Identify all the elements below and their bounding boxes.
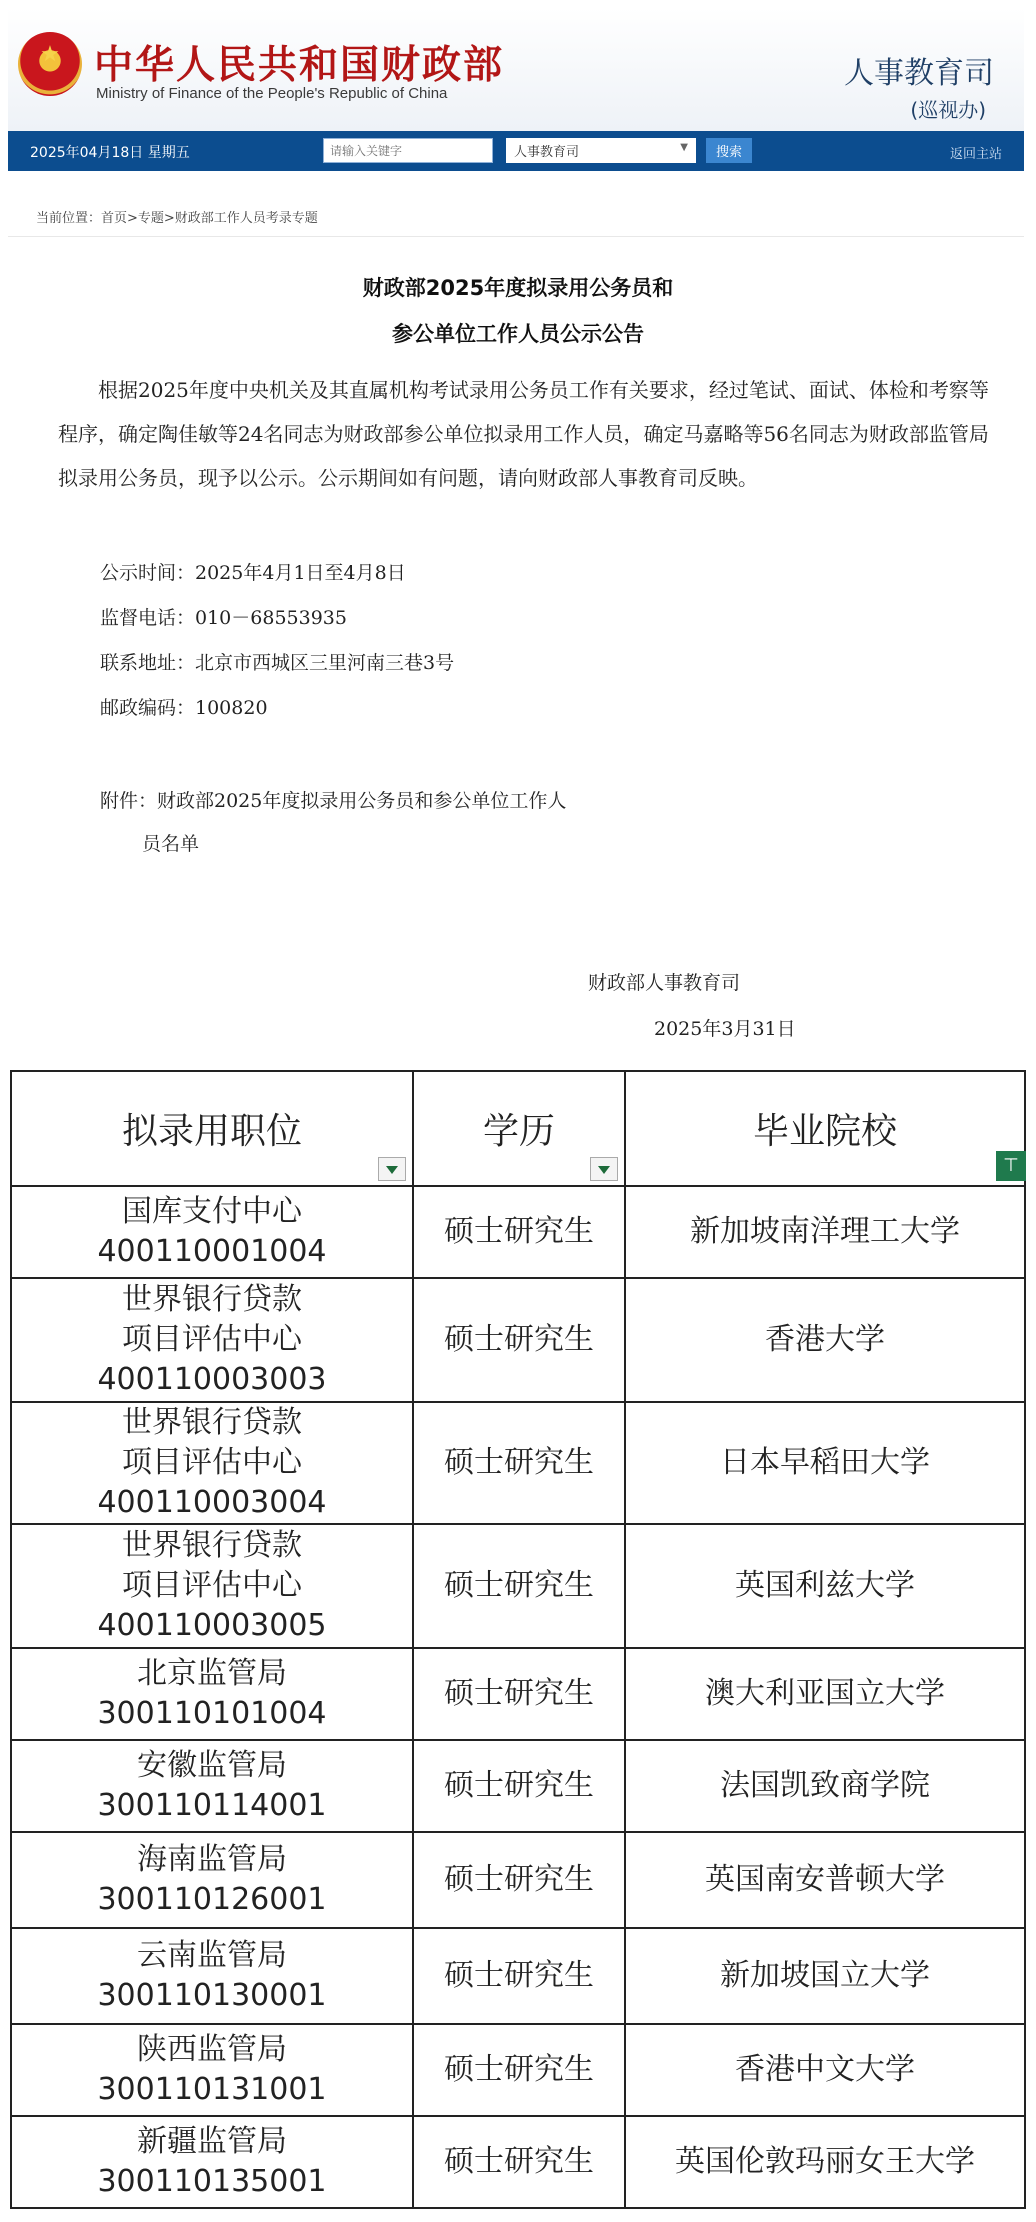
department-sub: (巡视办) (910, 98, 986, 122)
degree-cell: 硕士研究生 (413, 1524, 625, 1648)
table-row (11, 1928, 1025, 2024)
search-input[interactable] (323, 138, 493, 163)
position-name: 新疆监管局 (137, 2124, 287, 2159)
filter-active-icon[interactable]: ⊤ (996, 1151, 1026, 1181)
position-name: 世界银行贷款项目评估中心 (122, 1405, 302, 1480)
national-emblem-icon[interactable]: ★ (18, 32, 82, 96)
school-cell: 英国伦敦玛丽女王大学 (625, 2116, 1025, 2208)
school-cell: 英国南安普顿大学 (625, 1832, 1025, 1928)
column-header-degree (413, 1071, 625, 1186)
school-cell: 香港大学 (625, 1278, 1025, 1402)
table-row (11, 2116, 1025, 2208)
chevron-down-icon: ▼ (680, 142, 688, 153)
notice-postcode: 邮政编码：100820 (100, 697, 268, 719)
column-header-school (625, 1071, 1025, 1186)
degree-cell: 硕士研究生 (413, 1928, 625, 2024)
school-cell: 英国利兹大学 (625, 1524, 1025, 1648)
position-name: 北京监管局 (137, 1656, 287, 1691)
degree-cell: 硕士研究生 (413, 1832, 625, 1928)
school-cell: 新加坡南洋理工大学 (625, 1186, 1025, 1278)
position-cell (11, 1186, 413, 1278)
position-cell (11, 1648, 413, 1740)
attachment-line1[interactable]: 附件：财政部2025年度拟录用公务员和参公单位工作人 (100, 790, 567, 812)
position-cell (11, 2116, 413, 2208)
table-row (11, 1278, 1025, 1402)
position-cell (11, 2024, 413, 2116)
school-cell: 新加坡国立大学 (625, 1928, 1025, 2024)
filter-dropdown-icon[interactable] (378, 1157, 406, 1181)
position-cell (11, 1928, 413, 2024)
notice-period: 公示时间：2025年4月1日至4月8日 (100, 562, 406, 584)
degree-cell: 硕士研究生 (413, 1186, 625, 1278)
column-header-label: 毕业院校 (752, 1111, 897, 1152)
roster-table (10, 1070, 1026, 2209)
table-row (11, 1832, 1025, 1928)
site-title-en: Ministry of Finance of the People's Republic of China (96, 85, 448, 102)
department-name: 人事教育司 (844, 56, 994, 91)
notice-phone: 监督电话：010－68553935 (100, 607, 347, 629)
school-cell: 澳大利亚国立大学 (625, 1648, 1025, 1740)
divider (8, 236, 1024, 237)
position-code: 300110126001 (97, 1882, 327, 1917)
notice-address: 联系地址：北京市西城区三里河南三巷3号 (100, 652, 455, 674)
position-code: 400110001004 (97, 1234, 327, 1269)
school-cell: 香港中文大学 (625, 2024, 1025, 2116)
nav-date: 2025年04月18日 星期五 (30, 145, 190, 161)
notice-date: 2025年3月31日 (654, 1018, 796, 1040)
column-header-label: 学历 (482, 1111, 555, 1152)
position-name: 海南监管局 (137, 1842, 287, 1877)
position-cell (11, 1740, 413, 1832)
position-code: 300110135001 (97, 2164, 327, 2199)
degree-cell: 硕士研究生 (413, 1278, 625, 1402)
position-code: 300110131001 (97, 2072, 327, 2107)
table-row (11, 1740, 1025, 1832)
degree-cell: 硕士研究生 (413, 1402, 625, 1524)
nav-bar (8, 131, 1024, 171)
table-header-row (11, 1071, 1025, 1186)
position-code: 400110003003 (97, 1362, 327, 1397)
position-name: 国库支付中心 (122, 1194, 302, 1229)
attachment-line2[interactable]: 员名单 (142, 833, 200, 855)
site-header (8, 8, 1024, 131)
breadcrumb[interactable]: 当前位置：首页>专题>财政部工作人员考录专题 (36, 211, 318, 226)
table-row (11, 1186, 1025, 1278)
column-header-label: 拟录用职位 (121, 1111, 302, 1152)
department-select[interactable] (506, 138, 696, 163)
notice-signature: 财政部人事教育司 (588, 972, 741, 994)
degree-cell: 硕士研究生 (413, 2116, 625, 2208)
degree-cell: 硕士研究生 (413, 1740, 625, 1832)
position-code: 300110101004 (97, 1696, 327, 1731)
table-row (11, 1402, 1025, 1524)
school-cell: 日本早稻田大学 (625, 1402, 1025, 1524)
filter-dropdown-icon[interactable] (590, 1157, 618, 1181)
position-cell (11, 1402, 413, 1524)
notice-title-line2: 参公单位工作人员公示公告 (392, 322, 644, 346)
degree-cell: 硕士研究生 (413, 2024, 625, 2116)
degree-cell: 硕士研究生 (413, 1648, 625, 1740)
notice-body: 根据2025年度中央机关及其直属机构考试录用公务员工作有关要求，经过笔试、面试、体检和考察等程序，确定陶佳敏等24名同志为财政部参公单位拟录用工作人员，确定马嘉略等56名同志为财政部监管局拟录用公务员，现予以公示。公示期间如有问题，请向财政部人事教育司反映。 (58, 378, 989, 490)
position-code: 400110003004 (97, 1485, 327, 1520)
position-code: 400110003005 (97, 1608, 327, 1643)
table-row (11, 1524, 1025, 1648)
home-link[interactable]: 返回主站 (949, 147, 1002, 162)
site-title-cn[interactable]: 中华人民共和国财政部 (94, 43, 505, 88)
position-name: 世界银行贷款项目评估中心 (122, 1282, 302, 1357)
department-select-value: 人事教育司 (514, 145, 580, 160)
notice-title-line1: 财政部2025年度拟录用公务员和 (362, 276, 674, 300)
position-cell (11, 1832, 413, 1928)
column-header-position (11, 1071, 413, 1186)
position-name: 云南监管局 (137, 1938, 287, 1973)
position-name: 世界银行贷款项目评估中心 (122, 1528, 302, 1603)
position-code: 300110130001 (97, 1978, 327, 2013)
table-row (11, 2024, 1025, 2116)
table-row (11, 1648, 1025, 1740)
position-code: 300110114001 (97, 1788, 327, 1823)
position-cell (11, 1524, 413, 1648)
school-cell: 法国凯致商学院 (625, 1740, 1025, 1832)
search-button[interactable]: 搜索 (706, 138, 752, 163)
position-name: 安徽监管局 (137, 1748, 287, 1783)
position-cell (11, 1278, 413, 1402)
position-name: 陕西监管局 (137, 2032, 287, 2067)
